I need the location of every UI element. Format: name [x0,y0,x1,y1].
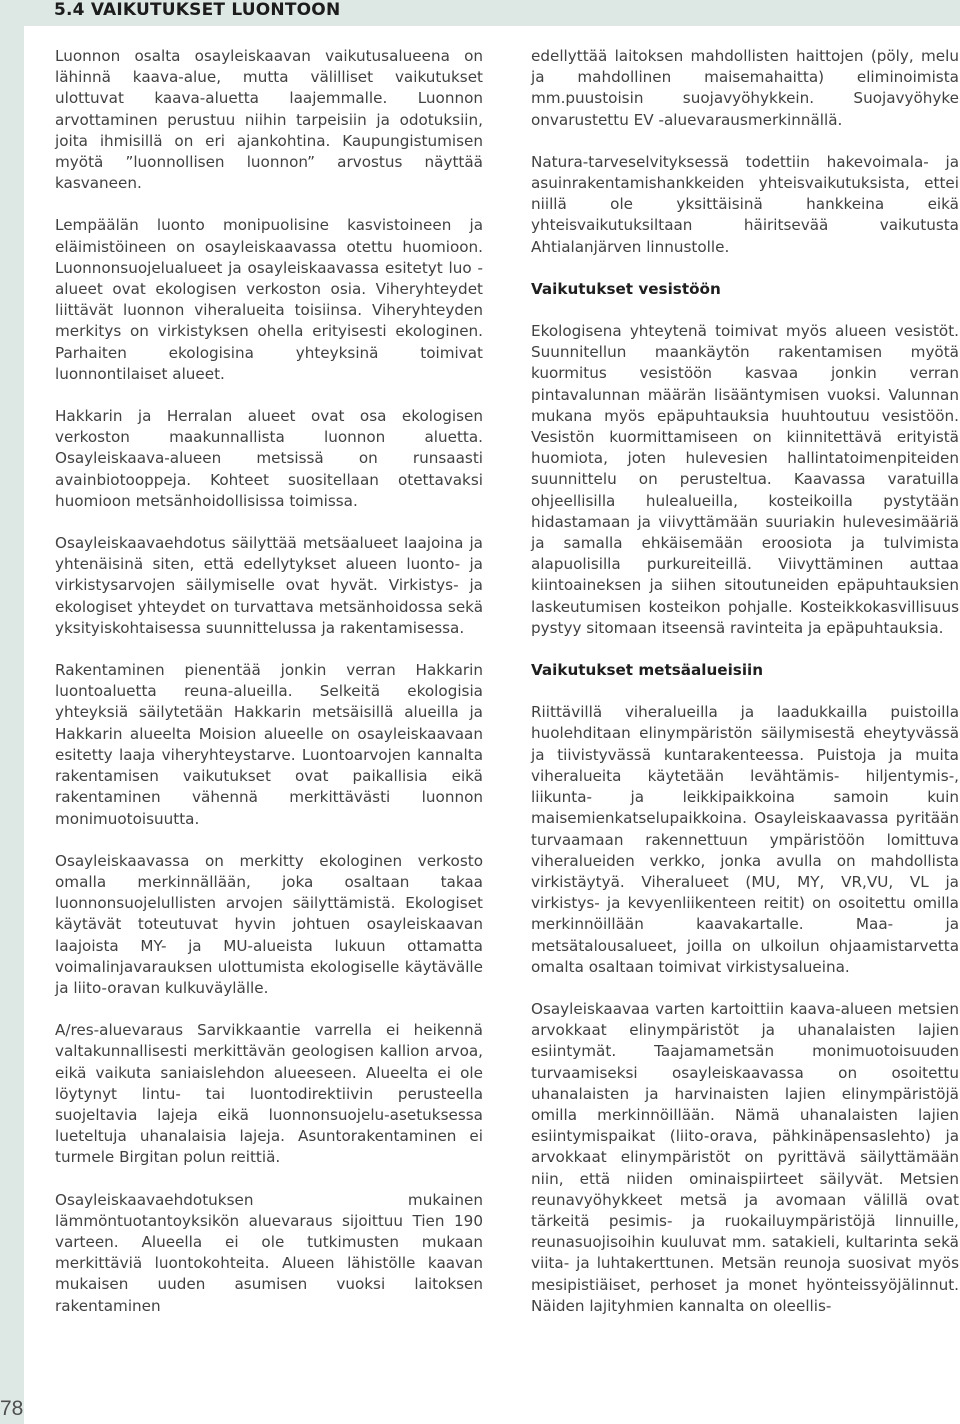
paragraph: Osayleiskaavaehdotus säilyttää metsäalueet laajoina ja yhtenäisinä siten, että edellytykset alueen luonto- ja virkistysarvojen säilymiselle ovat hyvät. Virkistys- ja ekologiset yhteydet on turvattava metsänhoidossa sekä yksityiskohtaisessa suunnittelussa ja rakentamisessa. [55,534,483,637]
paragraph: Osayleiskaavassa on merkitty ekologinen verkosto omalla merkinnällään, joka osaltaan takaa luonnonsuojelullisten arvojen säilyttämistä. Ekologiset käytävät toteutuvat hyvin johtuen osayleiskaavan laajoista MY- ja MU-alueista lukuun ottamatta voimalinjavarauksen ulottumista ekologiselle käytävälle ja liito-oravan kulkuväylälle. [55,851,483,997]
paragraph: Riittävillä viheralueilla ja laadukkailla puistoilla huolehditaan elinympäristön säilymisestä eheytyvässä ja tiivistyvässä kuntarakenteessa. Puistoja ja muita viheralueita käytetään levähtämis- hiljentymis-, liikunta- ja leikkipaikkoina samoin kuin maisemienkatselupaikkoina. Osayleiskaavassa pyritään turvaamaan rakennettuun ympäristöön lomittuva viheralueiden verkko, jonka avulla on mahdollista virkistäytyä. Viheralueet (MU, MY, VR,VU, VL ja virkistys- ja kevyenliikenteen reitit) on osoitettu omilla merkinnöillään kaavakartalle. Maa- ja metsätalousalueet, joilla on ulkoilun ohjaamistarvetta omalta osaltaan toimivat virkistysalueina. [531,703,959,976]
paragraph: Ekologisena yhteytenä toimivat myös alueen vesistöt. Suunnitellun maankäytön rakentamisen myötä kuormitus vesistöön kasvaa jonkin verran pintavalunnan määrän lisääntymisen vuoksi. Valunnan mukana myös epäpuhtauksia huuhtoutuu vesistöön. Vesistön kuormittamiseen on kiinnitettävä erityistä huomiota, joten hulevesien hallintatoimenpiteiden suunnittelu on perusteltua. Kaavassa varatuilla ohjeellisilla hulealueilla, kosteikoilla pystytään hidastamaan ja viivyttämään suuriakin hulevesimääriä ja samalla ehkäisemään eroosiota ja tulvimista alapuolisilla purkureiteillä. Viivyttäminen auttaa kiintoaineksen ja siihen sitoutuneiden epäpuhtauksien laskeutumisen kosteikon pohjalle. Kosteikkokasvillisuus pystyy sitomaan itseensä ravinteita ja epäpuhtauksia. [531,322,959,637]
left-column [55,46,483,1338]
subheading-forest: Vaikutukset metsäalueisiin [531,661,764,680]
paragraph: Rakentaminen pienentää jonkin verran Hakkarin luontoaluetta reuna-alueilla. Selkeitä ekologisia yhteyksiä säilytetään Hakkarin metsäisillä alueilla ja Hakkarin alueelta Moision alueelle on osayleiskaavaan esitetty laaja viheryhteystarve. Luontoarvojen kannalta rakentamisen vaikutukset ovat paikallisia eikä rakentaminen vähennä merkittävästi luonnon monimuotoisuutta. [55,661,483,828]
page-number: 78 [0,1397,24,1420]
right-column [531,46,959,1338]
side-margin-bar [0,26,24,1424]
paragraph: Osayleiskaavaehdotuksen mukainen lämmöntuotantoyksikön aluevaraus sijoittuu Tien 190 varteen. Alueella ei ole tutkimusten mukaan merkittäviä luontokohteita. Alueen lähistölle kaavan mukaisen uuden asumisen vuoksi laitoksen rakentaminen [55,1190,483,1315]
paragraph: Natura-tarveselvityksessä todettiin hakevoimala- ja asuinrakentamishankkeiden yhteisvaikutuksista, ettei niillä ole yksittäisinä hankkeina eikä yhteisvaikutuksiltaan häiritsevää vaikutusta Ahtialanjärven linnustolle. [531,152,959,256]
paragraph: Lempäälän luonto monipuolisine kasvistoineen ja eläimistöineen on osayleiskaavassa otettu huomioon. Luonnonsuojelualueet ja osayleiskaavassa esitetyt luo -alueet ovat ekologisen verkoston osia. Viheryhteydet liittävät luonnon viheralueita toisiinsa. Viheryhteyden merkitys on virkistyksen ohella erityisesti ekologinen. Parhaiten ekologisina yhteyksinä toimivat luonnontilaiset alueet. [55,216,483,383]
section-title: 5.4 VAIKUTUKSET LUONTOON [54,0,341,20]
paragraph: edellyttää laitoksen mahdollisten haittojen (pöly, melu ja mahdollinen maisemahaitta) eliminoimista mm.puustoisin suojavyöhykkein. Suojavyöhyke onvarustettu EV -aluevarausmerkinnällä. [531,47,959,129]
paragraph: Hakkarin ja Herralan alueet ovat osa ekologisen verkoston maakunnallista luonnon aluetta. Osayleiskaava-alueen metsissä on runsaasti avainbiotooppeja. Kohteet suositellaan otettavaksi huomioon metsänhoidollisissa toimissa. [55,407,483,510]
subheading-waters: Vaikutukset vesistöön [531,279,721,298]
paragraph: A/res-aluevaraus Sarvikkaantie varrella ei heikennä valtakunnallisesti merkittävän geologisen kallion arvoa, eikä vaikuta saniaislehdon alueeseen. Alueelta ei ole löytynyt lintu- tai luontodirektiivin perusteella suojeltavia lajeja eikä luonnonsuojelu-asetuksessa lueteltuja uhanalaisia lajeja. Asuntorakentaminen ei turmele Birgitan polun reittiä. [55,1021,483,1167]
paragraph: Luonnon osalta osayleiskaavan vaikutusalueena on lähinnä kaava-alue, mutta välilliset vaikutukset ulottuvat kaava-aluetta laajemmalle. Luonnon arvottaminen perustuu niihin tarpeisiin ja odotuksiin, joita ihmisillä on eri ajankohtina. Kaupungistumisen myötä ”luonnollisen luonnon” arvostus näyttää kasvaneen. [55,47,483,193]
paragraph: Osayleiskaavaa varten kartoittiin kaava-alueen metsien arvokkaat elinympäristöt ja uhanalaisten lajien esiintymät. Taajamametsän monimuotoisuuden turvaamiseksi osayleiskaavassa on osoitettu uhanalaisten ja harvinaisten lajien elinympäristöjä omilla merkinnöillään. Nämä uhanalaisten lajien esiintymispaikat (liito-orava, pähkinäpensaslehto) ja arvokkaat elinympäristöt on pyrittävä säilyttämään niin, että niiden ominaispiirteet säilyvät. Metsien reunavyöhykkeet metsä ja avomaan välillä ovat tärkeitä pesimis- ja ruokailuympäristöjä linnuille, reunasuojisoihin kuuluvat mm. satakieli, kultarinta sekä viita- ja luhtakerttunen. Metsän reunoja suosivat myös mesipistiäiset, perhoset ja monet hyönteissyöjälinnut. Näiden lajityhmien kannalta on oleellis- [531,999,959,1315]
